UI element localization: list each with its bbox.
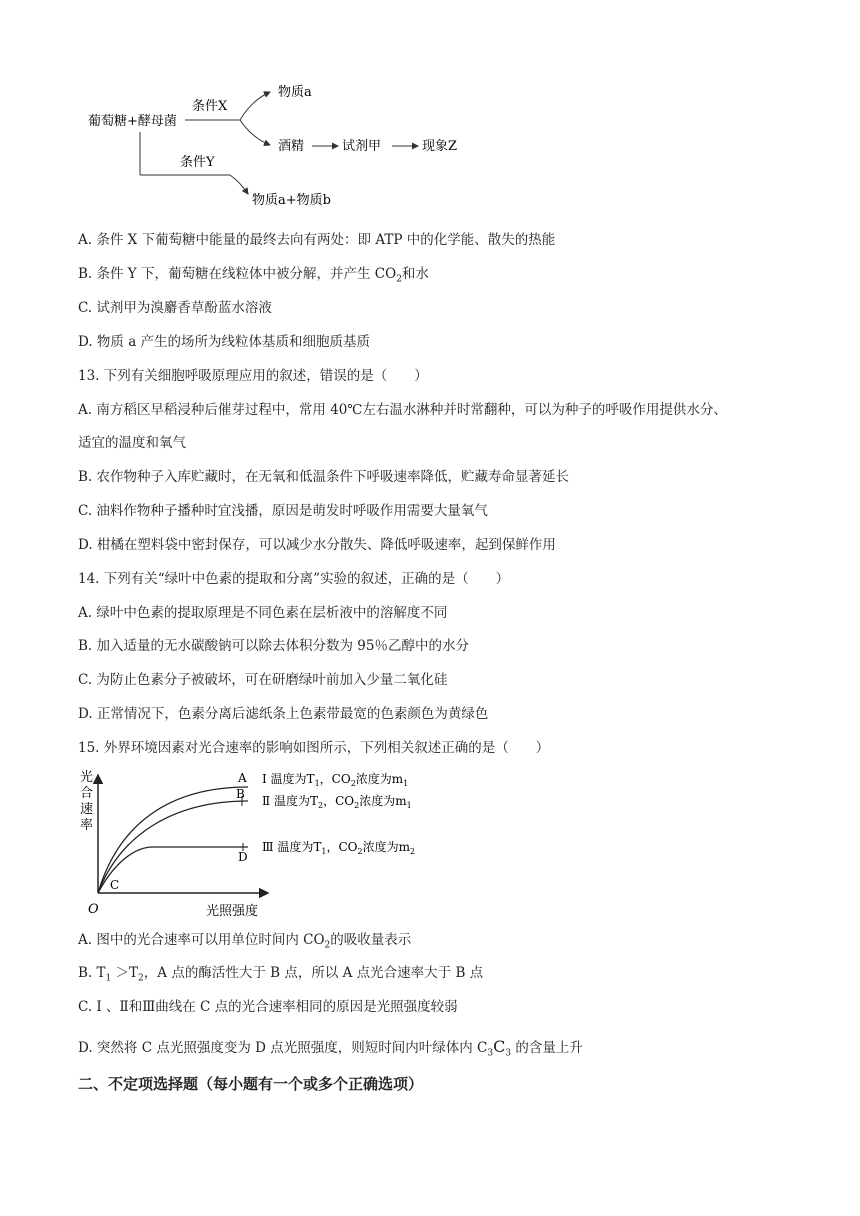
q13-option-b: B. 农作物种子入库贮藏时，在无氧和低温条件下呼吸速率降低，贮藏寿命显著延长 [78, 469, 570, 485]
q14-stem: 14. 下列有关“绿叶中色素的提取和分离”实验的叙述，正确的是（ ） [78, 571, 510, 587]
q13-option-a-line2: 适宜的温度和氧气 [78, 435, 186, 451]
alcohol-label: 酒精 [278, 139, 305, 154]
q14-option-a: A. 绿叶中色素的提取原理是不同色素在层析液中的溶解度不同 [78, 605, 448, 621]
curve-2-label: Ⅱ 温度为$T_2$，$CO_2$浓度为$m_1$ [262, 794, 412, 810]
substance-a-label: 物质a [278, 85, 312, 100]
x-axis-label: 光照强度 [206, 904, 259, 919]
point-b: B [236, 787, 245, 801]
q12-option-d: D. 物质 a 产生的场所为线粒体基质和细胞质基质 [78, 334, 371, 350]
q15-option-d: D. 突然将 C 点光照强度变为 D 点光照强度，则短时间内叶绿体内 $C_3C_3$ 的含量上升 [78, 1037, 583, 1059]
y-axis-label-2: 合 [80, 786, 94, 801]
q14-option-c: C. 为防止色素分子被破坏，可在研磨绿叶前加入少量二氧化硅 [78, 672, 448, 688]
q15-option-a: A. 图中的光合速率可以用单位时间内 $CO_2$的吸收量表示 [78, 932, 412, 951]
q12-option-a: A. 条件 X 下葡萄糖中能量的最终去向有两处：即 ATP 中的化学能、散失的热能 [78, 232, 556, 248]
q13-stem: 13. 下列有关细胞呼吸原理应用的叙述，错误的是（ ） [78, 368, 428, 384]
substance-ab-label: 物质a+物质b [252, 193, 331, 208]
q12-option-c: C. 试剂甲为溴麝香草酚蓝水溶液 [78, 300, 272, 316]
point-c: C [110, 878, 120, 892]
q13-option-d: D. 柑橘在塑料袋中密封保存，可以减少水分散失、降低呼吸速率，起到保鲜作用 [78, 537, 556, 553]
section-2-heading: 二、不定项选择题（每小题有一个或多个正确选项） [78, 1075, 424, 1093]
phenomenon-label: 现象Z [422, 139, 458, 154]
point-a: A [238, 771, 247, 785]
q14-option-b: B. 加入适量的无水碳酸钠可以除去体积分数为 95％乙醇中的水分 [78, 638, 469, 654]
photosynthesis-graph [78, 765, 458, 925]
q13-option-a-line1: A. 南方稻区早稻浸种后催芽过程中，常用 40℃左右温水淋种并时常翻种，可以为种子的呼吸作用提供水分、 [78, 402, 727, 418]
q13-option-c: C. 油料作物种子播种时宜浅播，原因是萌发时呼吸作用需要大量氧气 [78, 503, 488, 519]
condition-x-label: 条件X [192, 99, 228, 114]
y-axis-label-1: 光 [80, 770, 94, 785]
start-label: 葡萄糖+酵母菌 [88, 114, 177, 129]
point-d: D [238, 850, 248, 864]
curve-3-label: Ⅲ 温度为$T_1$，$CO_2$浓度为$m_2$ [262, 840, 416, 856]
origin-label: O [88, 902, 99, 917]
q14-option-d: D. 正常情况下，色素分离后滤纸条上色素带最宽的色素颜色为黄绿色 [78, 706, 489, 722]
curve-1-label: Ⅰ 温度为$T_1$，$CO_2$浓度为$m_1$ [262, 772, 409, 788]
curve-1 [98, 787, 248, 893]
y-axis-label-4: 率 [80, 818, 94, 833]
q15-option-b: B. $T_1 >T_2$，A 点的酶活性大于 B 点，所以 A 点光合速率大于 B 点 [78, 965, 484, 984]
condition-y-label: 条件Y [180, 155, 215, 170]
q12-option-b: B. 条件 Y 下，葡萄糖在线粒体中被分解，并产生 $CO_2$和水 [78, 266, 429, 285]
fermentation-diagram [80, 70, 500, 220]
y-axis-label-3: 速 [80, 802, 94, 817]
q15-stem: 15. 外界环境因素对光合速率的影响如图所示，下列相关叙述正确的是（ ） [78, 740, 550, 756]
q15-option-c: C. Ⅰ 、Ⅱ和Ⅲ曲线在 C 点的光合速率相同的原因是光照强度较弱 [78, 999, 458, 1015]
reagent-label: 试剂甲 [342, 139, 382, 154]
